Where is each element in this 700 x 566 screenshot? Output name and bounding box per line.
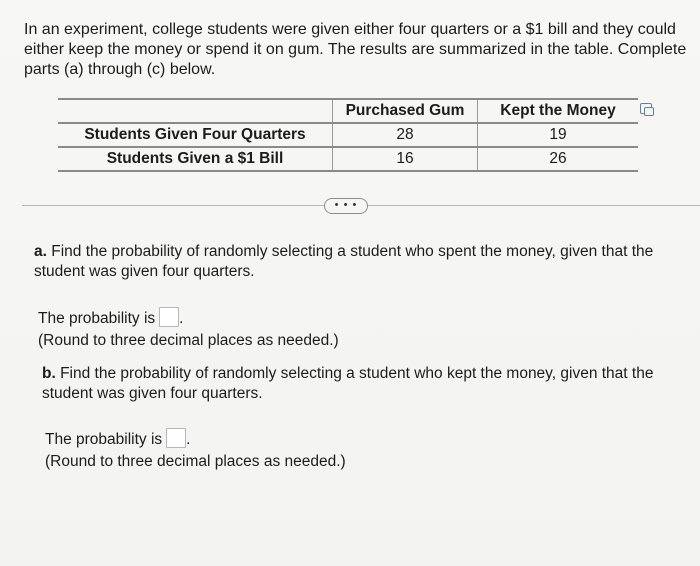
table-header-kept-money: Kept the Money	[478, 99, 639, 123]
part-a-rounding-hint: (Round to three decimal places as needed.)	[38, 332, 339, 349]
table-header-row	[58, 99, 638, 123]
row-label-dollar-bill: Students Given a $1 Bill	[58, 147, 333, 171]
table-header-purchased-gum: Purchased Gum	[333, 99, 478, 123]
data-table	[58, 98, 638, 172]
part-a-answer-input[interactable]	[159, 307, 179, 327]
part-a-answer-prefix: The probability is	[38, 310, 156, 327]
more-button[interactable]: • • •	[324, 198, 368, 214]
part-b-letter: b.	[42, 365, 56, 382]
part-a-answer-suffix: .	[179, 310, 184, 327]
part-b-answer-line	[45, 428, 190, 450]
part-a-text: Find the probability of randomly selecting a student who spent the money, given that the student was given four quarters.	[34, 243, 654, 280]
part-a-letter: a.	[34, 243, 47, 260]
cell-dollar-bill-kept: 26	[478, 147, 639, 171]
part-a-answer-line	[38, 307, 183, 329]
part-b-answer-prefix: The probability is	[45, 431, 163, 448]
cell-four-quarters-kept: 19	[478, 123, 639, 147]
copy-icon[interactable]	[640, 103, 652, 114]
part-b-question	[42, 364, 672, 404]
row-label-four-quarters: Students Given Four Quarters	[58, 123, 333, 147]
part-b-answer-input[interactable]	[166, 428, 186, 448]
cell-four-quarters-purchased: 28	[333, 123, 478, 147]
part-b-text: Find the probability of randomly selecting a student who kept the money, given that the student was given four quarters.	[42, 365, 654, 402]
problem-intro: In an experiment, college students were given either four quarters or a $1 bill and they could either keep the money or spend it on gum. The results are summarized in the table. Complete parts (a) through (c) below.	[24, 21, 687, 78]
cell-dollar-bill-purchased: 16	[333, 147, 478, 171]
part-b-answer-suffix: .	[186, 431, 191, 448]
table-row	[58, 147, 638, 171]
table-row	[58, 123, 638, 147]
part-a-question	[34, 242, 684, 282]
part-b-rounding-hint: (Round to three decimal places as needed.)	[45, 453, 346, 470]
table-header-blank	[58, 99, 333, 123]
